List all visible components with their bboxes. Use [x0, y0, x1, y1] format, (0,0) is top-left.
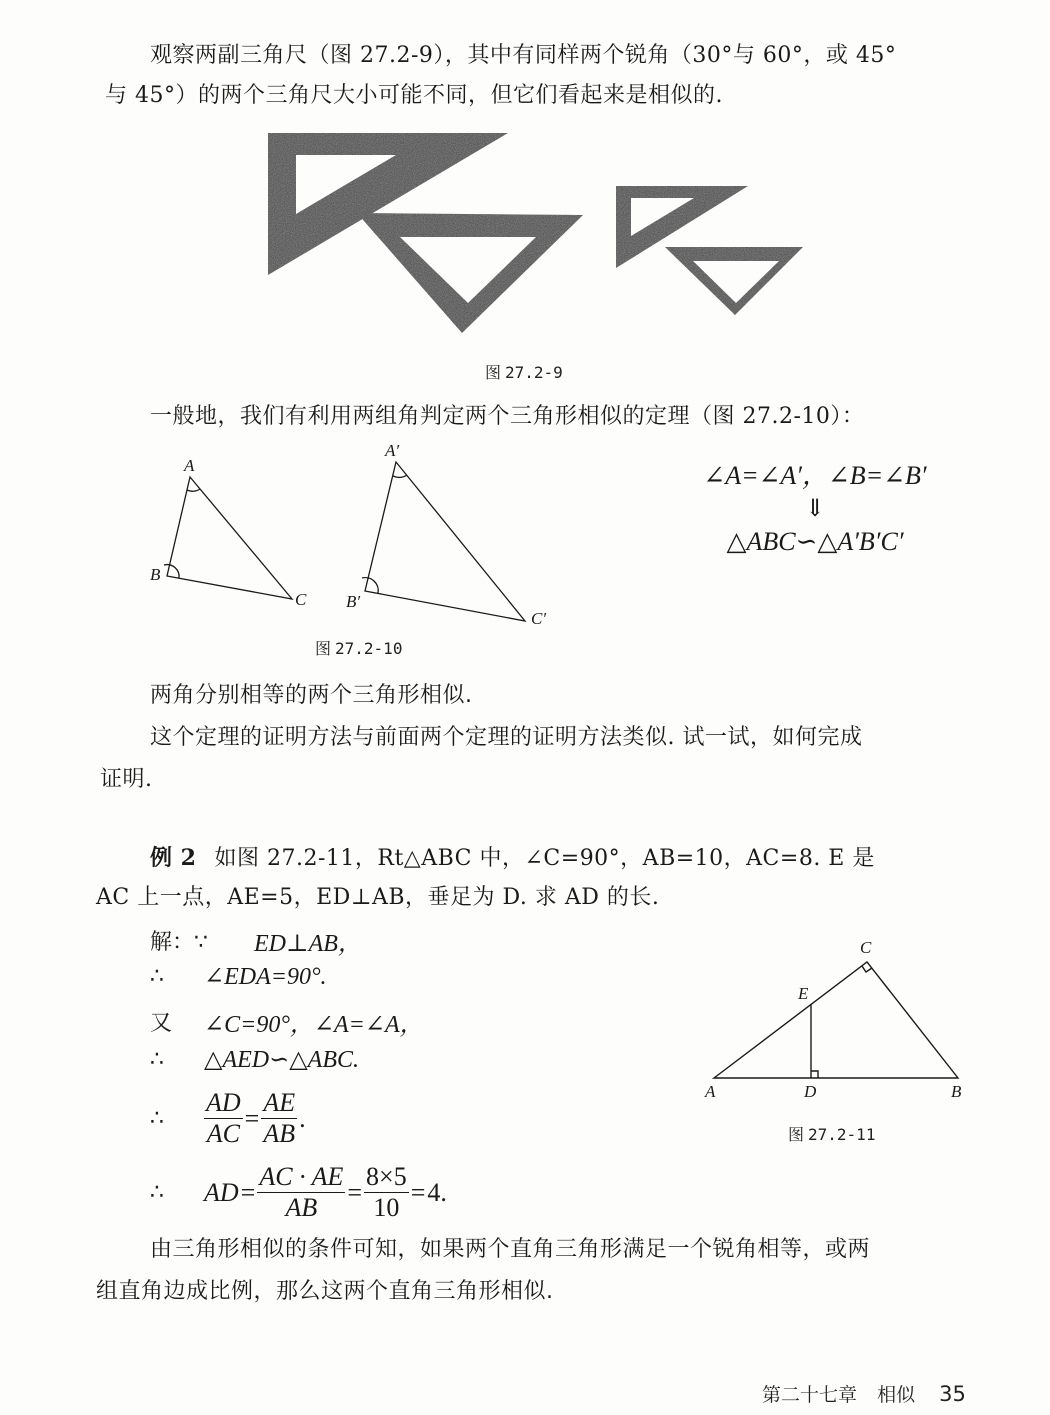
solution-line-4: ∴ △AED∽△ABC.: [150, 1047, 360, 1073]
chapter-label: 第二十七章: [762, 1384, 858, 1406]
intro-line-1: 观察两副三角尺（图 27.2-9），其中有同样两个锐角（30°与 60°，或 45°: [150, 43, 897, 68]
label-b-right: B: [951, 1082, 962, 1101]
solution-line-3: 又 ∠C=90°，∠A=∠A，: [150, 1011, 424, 1038]
solution-line-1: 解：∵ ED⊥AB，: [150, 930, 362, 957]
proof-hint-line-1: 这个定理的证明方法与前面两个定理的证明方法类似. 试一试，如何完成: [150, 725, 863, 750]
fraction-8x5-10: $\frac{8\times 5}{10}$: [366, 1162, 407, 1222]
label-c-right: C: [860, 938, 872, 957]
label-b-prime: B′: [346, 592, 361, 611]
fraction-ad-ac: $\frac{AD}{AC}$: [206, 1088, 241, 1148]
label-e: E: [798, 984, 809, 1003]
chapter-title: 相似: [877, 1384, 916, 1406]
label-c-prime: C′: [531, 609, 547, 628]
page-number: 35: [939, 1382, 966, 1406]
figure-27-2-10-caption: 图 27.2-10: [315, 639, 403, 658]
implies-arrow-icon: ⇓: [804, 496, 826, 522]
label-d: D: [804, 1082, 817, 1101]
theorem-intro: 一般地，我们有利用两组角判定两个三角形相似的定理（图 27.2-10）：: [150, 404, 865, 429]
conclusion-line-1: 由三角形相似的条件可知，如果两个直角三角形满足一个锐角相等，或两: [150, 1237, 871, 1262]
solution-line-2: ∴ ∠EDA=90°.: [150, 964, 327, 990]
example-2-line-1: 例 2 如图 27.2-11，Rt△ABC 中，∠C=90°，AB=10，AC=8. E 是: [150, 845, 875, 871]
fraction-ac-ae-ab: $\frac{AC \cdot AE}{AB}$: [259, 1162, 344, 1222]
conclusion-line-2: 组直角边成比例，那么这两个直角三角形相似.: [96, 1279, 554, 1304]
intro-line-2: 与 45°）的两个三角尺大小可能不同，但它们看起来是相似的.: [105, 83, 723, 108]
label-b: B: [150, 565, 161, 584]
label-a-prime: A′: [385, 441, 400, 460]
label-a-right: A: [705, 1082, 716, 1101]
figure-27-2-11-caption: 图 27.2-11: [788, 1125, 876, 1144]
figure-27-2-9-caption: 图 27.2-9: [485, 363, 563, 382]
theorem-statement: 两角分别相等的两个三角形相似.: [150, 683, 473, 708]
page-footer: [762, 1380, 966, 1407]
triangle-abc-right: [714, 962, 958, 1078]
label-c: C: [295, 590, 307, 609]
example-2-label: 例 2: [150, 845, 197, 871]
label-a: A: [184, 456, 195, 475]
theorem-premise: ∠A=∠A′，∠B=∠B′: [703, 461, 927, 490]
proof-hint-line-2: 证明.: [100, 767, 153, 792]
fraction-ae-ab: $\frac{AE}{AB}$: [263, 1088, 296, 1148]
right-angle-mark-d: [811, 1071, 818, 1078]
theorem-conclusion: △ABC∽△A′B′C′: [726, 527, 904, 556]
solution-ratio: ∴ $\frac{AD}{AC}$ = $\frac{AE}{AB}$ .: [150, 1088, 306, 1148]
solution-result: ∴ AD = $\frac{AC \cdot AE}{AB}$ = $\frac{8\times 5}{10}$ = 4.: [150, 1162, 447, 1222]
example-2-line-2: AC 上一点，AE=5，ED⊥AB，垂足为 D. 求 AD 的长.: [96, 885, 660, 910]
